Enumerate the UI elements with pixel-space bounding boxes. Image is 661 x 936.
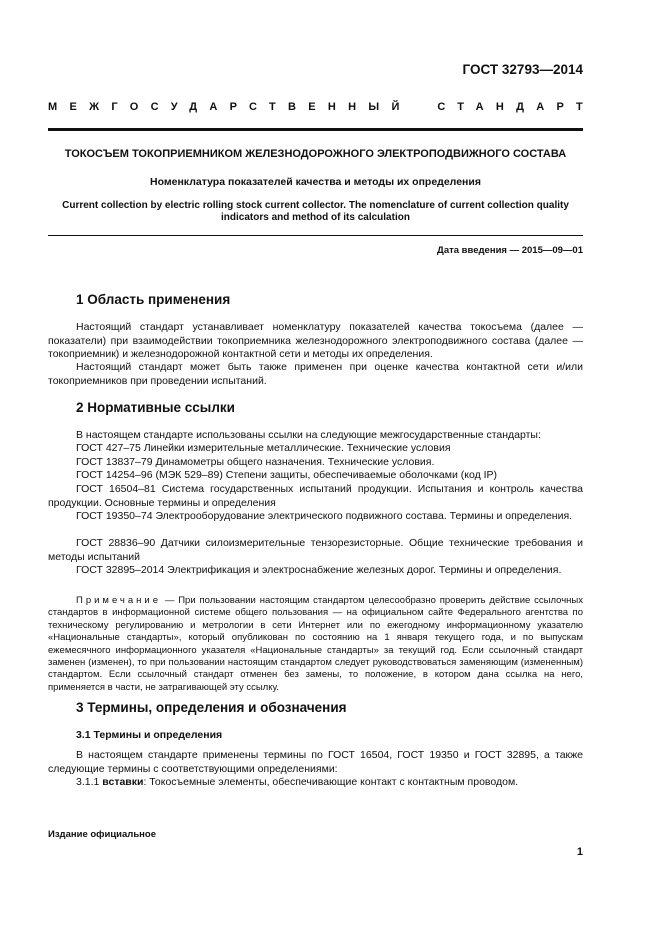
section-2-heading: 2 Нормативные ссылки — [76, 400, 235, 415]
standard-number: ГОСТ 32793—2014 — [462, 62, 583, 77]
official-edition-label: Издание официальное — [48, 829, 156, 840]
references-intro: В настоящем стандарте использованы ссылки на следующие межгосударственные стандарты: — [76, 429, 541, 441]
term-number: 3.1.1 — [76, 776, 103, 788]
english-title — [48, 200, 583, 224]
english-title-line-1: Current collection by electric rolling stock current collector. The nomenclature of current collection quality — [62, 200, 569, 211]
reference-item: ГОСТ 16504–81 Система государственных испытаний продукции. Испытания и контроль качества продукции. Основные термины и определения — [48, 483, 583, 509]
reference-item: ГОСТ 14254–96 (МЭК 529–89) Степени защиты, обеспечиваемые оболочками (код IP) — [76, 469, 498, 481]
term-definition-text: : Токосъемные элементы, обеспечивающие контакт с контактным проводом. — [143, 776, 519, 788]
reference-item: ГОСТ 28836–90 Датчики силоизмерительные тензорезисторные. Общие технические требования и методы испытаний — [48, 537, 583, 563]
page-number: 1 — [576, 846, 583, 858]
interstate-word: МЕЖГОСУДАРСТВЕННЫЙ — [48, 101, 412, 113]
term-definition — [48, 776, 583, 790]
references-note — [48, 595, 583, 694]
introduction-date: Дата введения — 2015—09—01 — [437, 245, 583, 256]
section-1-paragraph-1: Настоящий стандарт устанавливает номенклатуру показателей качества токосъема (далее — показатели) при взаимодействии токоприемника железнодорожного электроподвижного состава (далее — токоприемник) и железнодорожной контактной сети и методы их определения. — [48, 321, 583, 360]
section-1-heading: 1 Область применения — [76, 292, 231, 307]
section-3-paragraph-1: В настоящем стандарте применены термины по ГОСТ 16504, ГОСТ 19350 и ГОСТ 32895, а также следующие термины с соответствующими определениями: — [48, 749, 583, 775]
section-3-heading: 3 Термины, определения и обозначения — [76, 700, 347, 715]
note-label: Примечание — [76, 595, 161, 606]
note-text: — При пользовании настоящим стандартом целесообразно проверить действие ссылочных стандартов в информационной системе общего пользования — на официальном сайте Федерального агентства по техническому регулированию и метрологии в сети Интернет или по ежегодному информационному указателю «Национальные стандарты», который опубликован по состоянию на 1 января текущего года, и по выпускам ежемесячного информационного указателя «Национальные стандарты» за текущий год. Если ссылочный стандарт заменен (изменен), то при пользовании настоящим стандартом следует руководствоваться заменяющим (измененным) стандартом. Если ссылочный стандарт отменен без замены, то положение, в котором дана ссылка на него, применяется в части, не затрагивающей эту ссылку. — [48, 595, 583, 693]
document-subtitle: Номенклатура показателей качества и методы их определения — [150, 176, 481, 188]
title-divider — [48, 235, 583, 236]
reference-item: ГОСТ 32895–2014 Электрификация и электроснабжение железных дорог. Термины и определения. — [76, 564, 562, 576]
reference-item: ГОСТ 427–75 Линейки измерительные металлические. Технические условия — [76, 442, 451, 454]
standard-word: СТАНДАРТ — [437, 101, 595, 113]
reference-item: ГОСТ 13837–79 Динамометры общего назначения. Технические условия. — [76, 456, 435, 468]
subsection-3-1-heading: 3.1 Термины и определения — [76, 729, 223, 741]
section-1-paragraph-2: Настоящий стандарт может быть также применен при оценке качества контактной сети и/или токоприемников при проведении испытаний. — [48, 361, 583, 387]
document-title: ТОКОСЪЕМ ТОКОПРИЕМНИКОМ ЖЕЛЕЗНОДОРОЖНОГО ЭЛЕКТРОПОДВИЖНОГО СОСТАВА — [64, 148, 567, 160]
english-title-line-2: indicators and method of its calculation — [221, 212, 410, 223]
interstate-standard-banner — [48, 101, 595, 113]
header-divider — [48, 128, 583, 131]
term-name: вставки — [102, 776, 144, 788]
reference-item: ГОСТ 19350–74 Электрооборудование электрического подвижного состава. Термины и определения. — [76, 510, 573, 522]
